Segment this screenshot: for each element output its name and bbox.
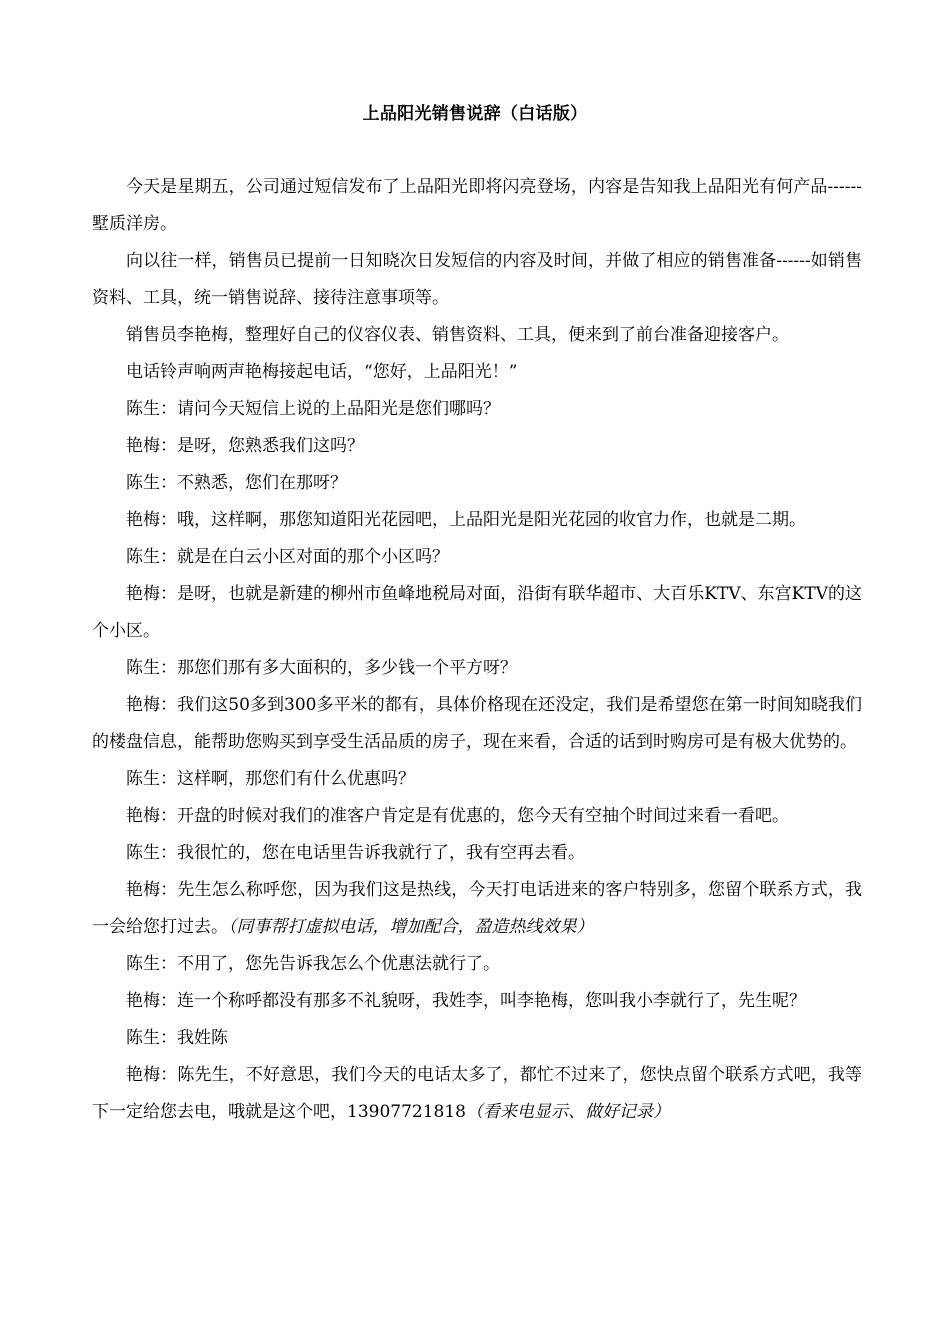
paragraph-text: 艳梅：哦，这样啊，那您知道阳光花园吧，上品阳光是阳光花园的收官力作，也就是二期。 [126,510,806,530]
dialogue-line [92,798,862,835]
paragraph-text: 陈生：请问今天短信上说的上品阳光是您们哪吗？ [126,399,500,419]
paragraph-text: 艳梅：陈先生，不好意思，我们今天的电话太多了，都忙不过来了，您快点留个联系方式吧，我等下一定给您去电，哦就是这个吧，13907721818 [92,1065,862,1122]
dialogue-line [92,465,862,502]
paragraph-text: 陈生：我姓陈 [126,1028,228,1048]
document-title: 上品阳光销售说辞（白话版） [362,104,588,124]
paragraph-text: 陈生：就是在白云小区对面的那个小区吗？ [126,547,449,567]
paragraph-text: 艳梅：我们这50多到300多平米的都有，具体价格现在还没定，我们是希望您在第一时间知晓我们的楼盘信息，能帮助您购买到享受生活品质的房子，现在来看，合适的话到时购房可是有极大优势的。 [92,695,862,752]
paragraph [92,354,862,391]
paragraph [92,169,862,243]
paragraph-text: 陈生：那您们那有多大面积的，多少钱一个平方呀？ [126,658,517,678]
dialogue-line [92,576,862,650]
dialogue-line [92,835,862,872]
stage-note: （同事帮打虚拟电话，增加配合，盈造热线效果） [228,917,594,937]
paragraph-text: 销售员李艳梅，整理好自己的仪容仪表、销售资料、工具，便来到了前台准备迎接客户。 [126,325,789,345]
dialogue-line [92,428,862,465]
paragraph-text: 艳梅：是呀，您熟悉我们这吗？ [126,436,364,456]
paragraph-text: 今天是星期五，公司通过短信发布了上品阳光即将闪亮登场，内容是告知我上品阳光有何产品------墅质洋房。 [92,177,862,234]
stage-note: （看来电显示、做好记录） [465,1102,670,1122]
dialogue-line [92,687,862,761]
paragraph-text: 向以往一样，销售员已提前一日知晓次日发短信的内容及时间，并做了相应的销售准备------如销售资料、工具，统一销售说辞、接待注意事项等。 [92,251,862,308]
dialogue-line [92,983,862,1020]
paragraph-text: 艳梅：先生怎么称呼您，因为我们这是热线，今天打电话进来的客户特别多，您留个联系方式，我一会给您打过去。 [92,880,862,937]
dialogue-line [92,946,862,983]
paragraph-text: 艳梅：连一个称呼都没有那多不礼貌呀，我姓李，叫李艳梅，您叫我小李就行了，先生呢？ [126,991,806,1011]
dialogue-line [92,761,862,798]
dialogue-line [92,502,862,539]
paragraph-text: 陈生：这样啊，那您们有什么优惠吗？ [126,769,415,789]
dialogue-line [92,872,862,946]
dialogue-line [92,539,862,576]
document-body [92,169,862,1131]
paragraph [92,317,862,354]
paragraph-text: 陈生：不用了，您先告诉我怎么个优惠法就行了。 [126,954,500,974]
dialogue-line [92,391,862,428]
paragraph [92,243,862,317]
paragraph-text: 电话铃声响两声艳梅接起电话，“您好，上品阳光！” [126,362,518,382]
dialogue-line [92,1020,862,1057]
dialogue-line [92,1057,862,1131]
paragraph-text: 艳梅：开盘的时候对我们的准客户肯定是有优惠的，您今天有空抽个时间过来看一看吧。 [126,806,789,826]
paragraph-text: 陈生：我很忙的，您在电话里告诉我就行了，我有空再去看。 [126,843,585,863]
paragraph-text: 陈生：不熟悉，您们在那呀？ [126,473,347,493]
paragraph-text: 艳梅：是呀，也就是新建的柳州市鱼峰地税局对面，沿街有联华超市、大百乐KTV、东宫KTV的这个小区。 [92,584,862,641]
dialogue-line [92,650,862,687]
